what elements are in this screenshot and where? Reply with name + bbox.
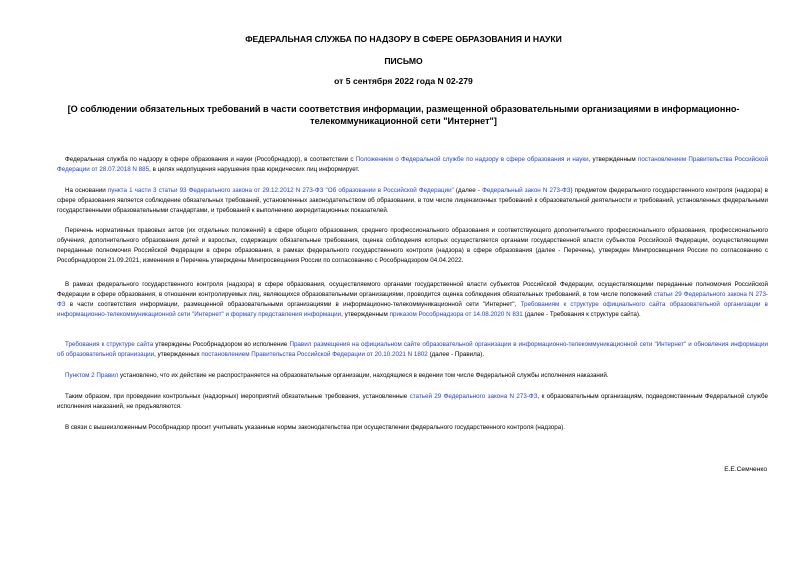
text: (далее -: [453, 187, 483, 194]
link-government-decree-885[interactable]: постановлением Правительства Российской Федерации от 28.07.2018 N 885: [57, 156, 768, 173]
text: , утвержденным: [588, 156, 638, 163]
text: ) предметом федерального государственного контроля (надзора) в сфере образования является соблюдение обязательных требований, установленных законодательством об образовании, в том числе лицензионных требований к образовательной деятельности и требований, установленных федеральными государственными образовательными стандартами, и требований к выполнению аккредитационных показателей.: [57, 187, 769, 214]
link-site-structure-requirements[interactable]: Требования к структуре сайта: [65, 341, 154, 348]
paragraph-4: [57, 280, 768, 320]
link-law-273-article-29[interactable]: статьей 29 Федерального закона N 273-ФЗ: [409, 393, 538, 400]
text: утверждены Рособрнадзором во исполнение: [153, 341, 290, 348]
text: установлено, что их действие не распространяется на образовательные организации, находящиеся в ведении том числе Федеральной службы исполнения наказаний.: [118, 372, 609, 379]
paragraph-8: [57, 423, 768, 433]
text: , утвержденным: [341, 311, 390, 318]
link-law-273-article-29[interactable]: статьи 29 Федерального закона N 273-ФЗ: [57, 291, 769, 308]
issuing-organization: ФЕДЕРАЛЬНАЯ СЛУЖБА ПО НАДЗОРУ В СФЕРЕ ОБРАЗОВАНИЯ И НАУКИ: [245, 34, 562, 44]
paragraph-2: [57, 186, 768, 216]
link-placement-rules[interactable]: Правил размещения на официальном сайте образовательной организации в информационно-телекоммуникационной сети "Интернет" и обновления информации об образовательной организации: [57, 341, 768, 358]
document-title: [О соблюдении обязательных требований в части соответствия информации, размещенной образовательными организациями в информационно-телекоммуникационной сети "Интернет"]: [67, 104, 740, 126]
link-law-273[interactable]: Федеральный закон N 273-ФЗ: [482, 187, 571, 194]
link-law-273-article-93[interactable]: пункта 1 части 3 статьи 93 Федерального закона от 29.12.2012 N 273-ФЗ "Об образовании в Российской Федерации": [107, 187, 454, 194]
paragraph-3: [57, 226, 768, 266]
text: , к образовательным организациям, подведомственным Федеральной службе исполнения наказаний, не предъявляются.: [57, 393, 768, 410]
paragraph-6: [57, 371, 768, 381]
text: (далее - Правила).: [427, 351, 485, 358]
text: На основании: [65, 187, 108, 194]
paragraph-7: [57, 392, 768, 412]
paragraph-1: [57, 155, 768, 175]
link-government-decree-1802[interactable]: постановлением Правительства Российской Федерации от 20.10.2021 N 1802: [201, 351, 428, 358]
text: , утвержденных: [154, 351, 202, 358]
text: в части соответствия информации, размещенной образовательными организациями в информационно-телекоммуникационной сети "Интернет",: [65, 301, 521, 308]
document-type: ПИСЬМО: [384, 56, 423, 66]
text: Федеральная служба по надзору в сфере образования и науки (Рособрнадзор), в соответствии с: [65, 156, 356, 163]
link-regulation[interactable]: Положением о Федеральной службе по надзору в сфере образования и науки: [355, 156, 589, 163]
paragraph-5: [57, 340, 768, 360]
text: В рамках федерального государственного контроля (надзора) в сфере образования, осуществляемого органами государственной власти субъектов Российской Федерации, осуществляющими переданные полномочия Российской Федерации в сфере образования, в отношении контролируемых лиц, являющихся образовательными организациями, проводится оценка соблюдения обязательных требований, в том числе положений: [57, 281, 768, 298]
text: Перечень нормативных правовых актов (их отдельных положений) в сфере общего образования, среднего профессионального образования и соответствующего дополнительного профессионального образования, профессионального обучения, дополнительного образования детей и взрослых, содержащих обязательные требования, оценка соблюдения которых осуществляется органами государственной власти субъектов Российской Федерации, осуществляющими переданные полномочия Российской Федерации в сфере образования, в рамках федерального государственного контроля (надзора) в сфере образования (далее - Перечень), утвержден Минпросвещения России по согласованию с Рособрнадзором 21.09.2021, изменения в Перечень утверждены Минпросвещения России по согласованию с Рособрнадзором 04.04.2022.: [57, 227, 768, 264]
link-rules-point-2[interactable]: Пунктом 2 Правил: [65, 372, 119, 379]
text: В связи с вышеизложенным Рособрнадзор просит учитывать указанные нормы законодательства при осуществлении федерального государственного контроля (надзора).: [65, 424, 566, 431]
link-site-structure-requirements[interactable]: Требованиям к структуре официального сайта образовательной организации в информационно-телекоммуникационной сети "Интернет" и формату представления информации: [57, 301, 768, 318]
text: Таким образом, при проведении контрольных (надзорных) мероприятий обязательные требования, установленные: [65, 393, 410, 400]
text: (далее - Требования к структуре сайта).: [522, 311, 641, 318]
link-order-831[interactable]: приказом Рособрнадзора от 14.08.2020 N 831: [389, 311, 523, 318]
document-date: от 5 сентября 2022 года N 02-279: [334, 76, 473, 86]
text: , в целях недопущения нарушения прав юридических лиц информирует.: [149, 166, 360, 173]
signature: Е.Е.Семченко: [724, 466, 767, 473]
